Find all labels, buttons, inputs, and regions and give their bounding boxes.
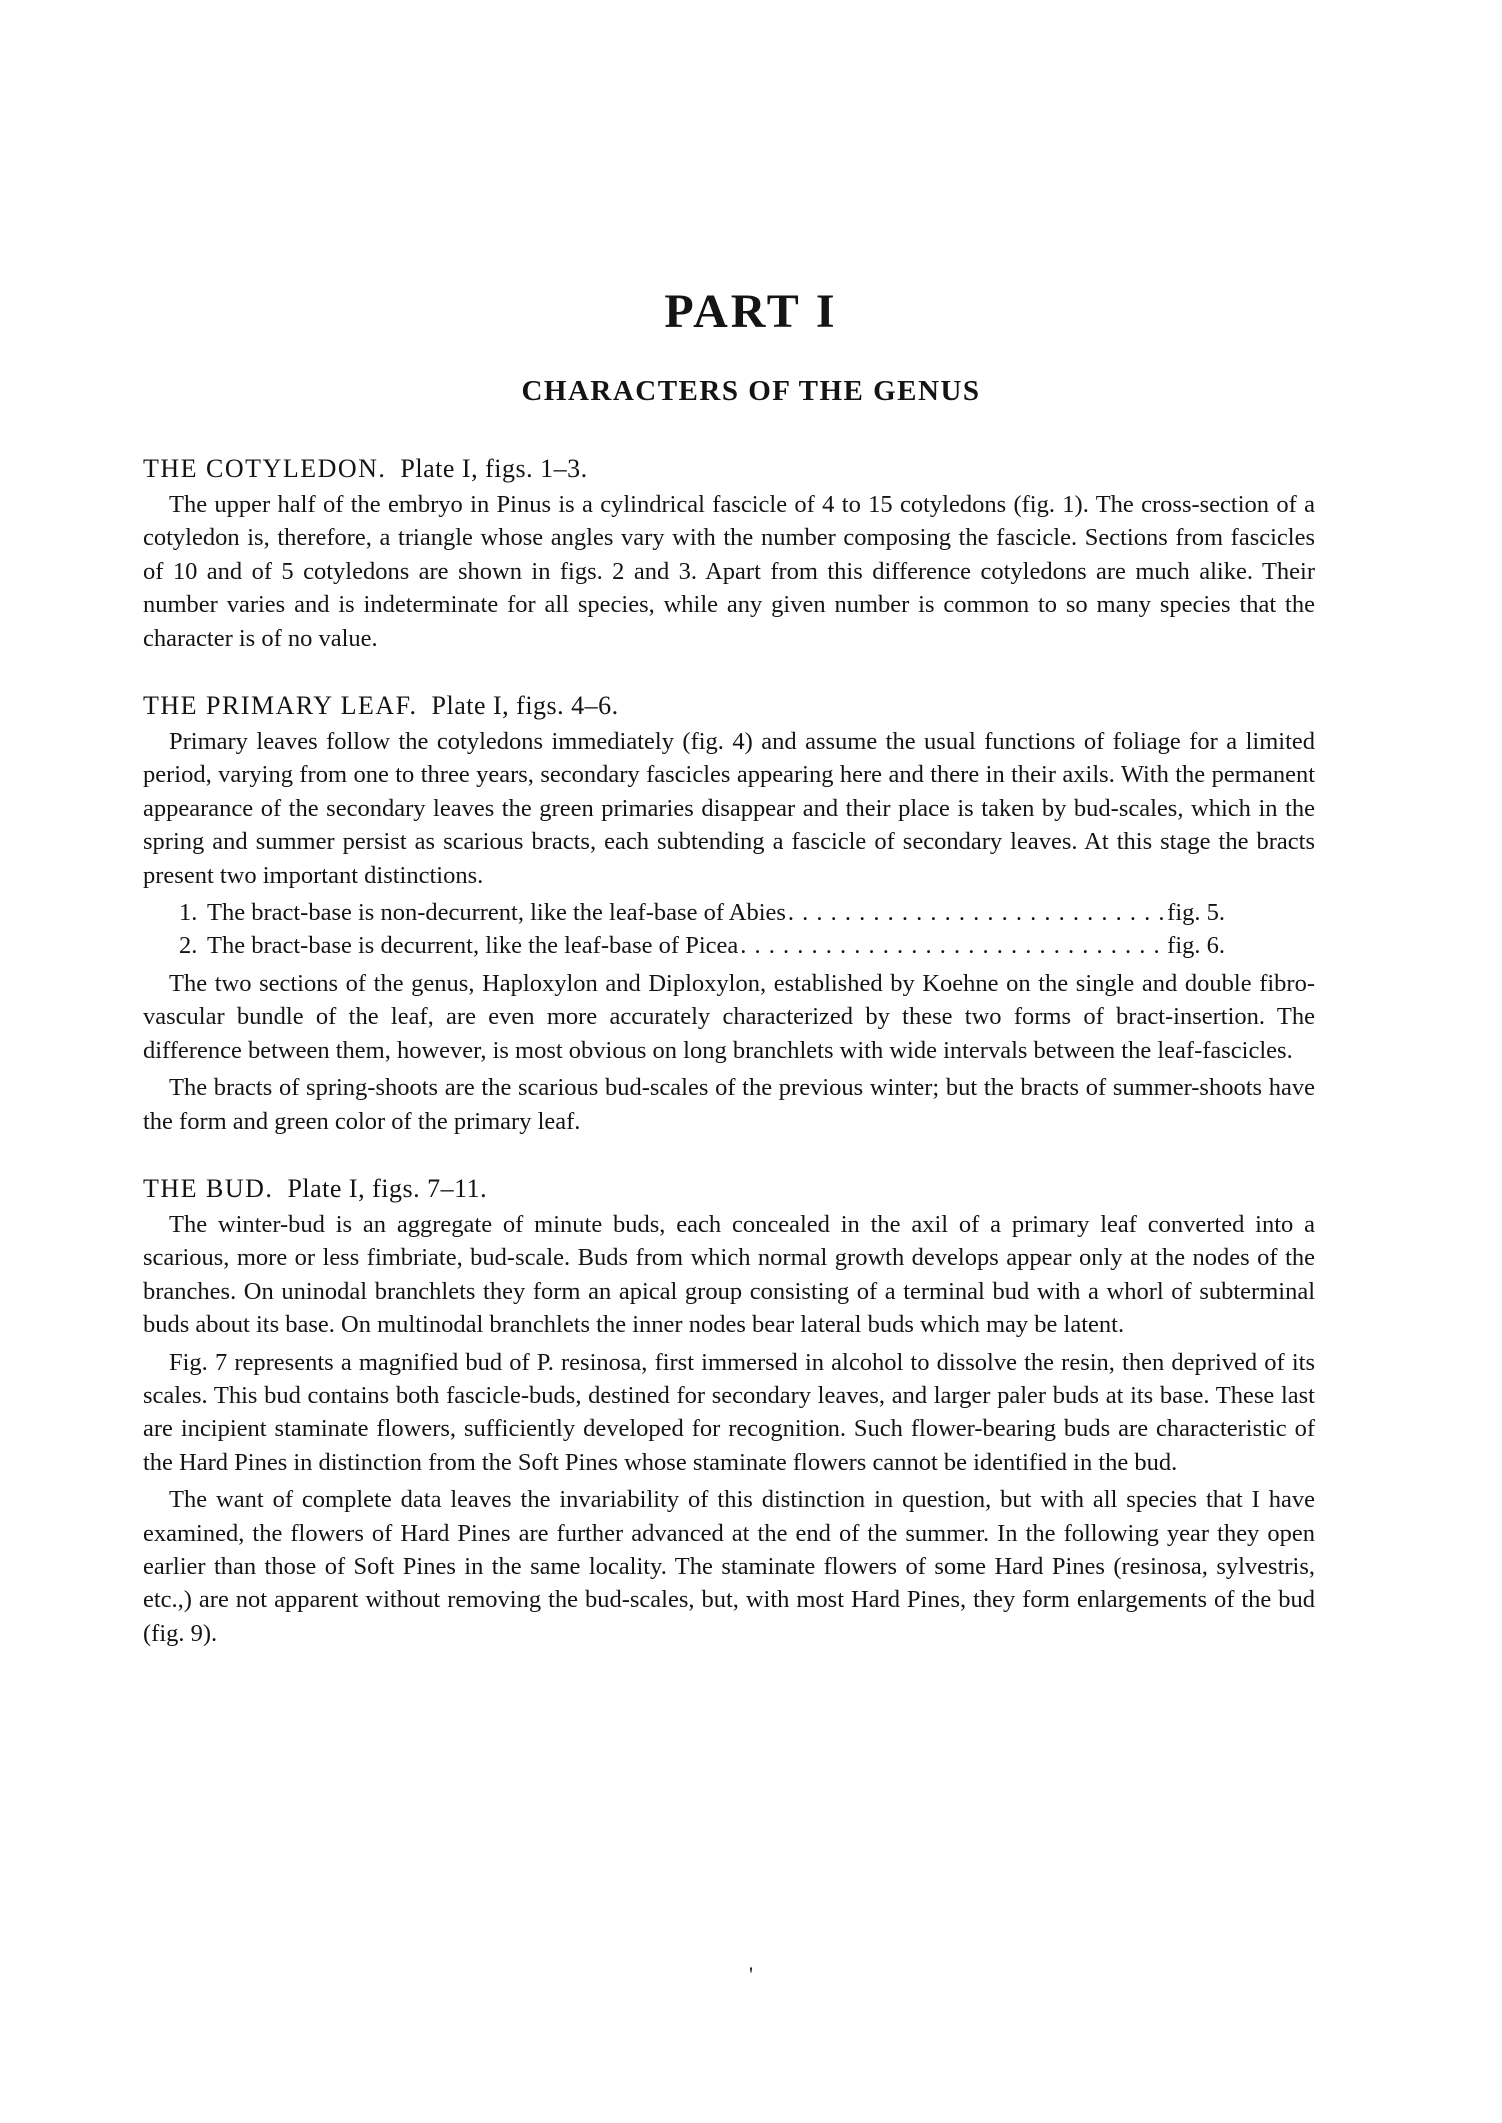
paragraph: The bracts of spring-shoots are the scarious bud-scales of the previous winter; but the bracts of summer-shoots have the form and green color of the primary leaf. (143, 1074, 1315, 1135)
body-text (143, 452, 1315, 1650)
key-item (143, 896, 1315, 929)
key-number: 1. (179, 899, 198, 927)
figure-reference: fig. 5. (1167, 899, 1225, 927)
key-text: The bract-base is decurrent, like the leaf-base of Picea (207, 932, 739, 960)
paragraph: The upper half of the embryo in Pinus is a cylindrical fascicle of 4 to 15 cotyledons (fig. 1). The cross-section of a cotyledon is, therefore, a triangle whose angles vary with the number composing the fascicle. Sections from fascicles of 10 and of 5 cotyledons are shown in figs. 2 and 3. Apart from this difference cotyledons are much alike. Their number varies and is indeterminate for all species, while any given number is common to so many species that the character is of no value. (143, 491, 1315, 652)
section-heading-bud (143, 1172, 1315, 1206)
section-heading-primary-leaf (143, 689, 1315, 723)
plate-reference: Plate I, figs. 1–3. (400, 454, 588, 483)
section-title: THE PRIMARY LEAF. (143, 691, 418, 721)
section-heading-cotyledon (143, 452, 1315, 486)
plate-reference: Plate I, figs. 7–11. (287, 1173, 488, 1203)
leader-dots (740, 929, 1165, 962)
plate-reference: Plate I, figs. 4–6. (431, 691, 619, 721)
key-item (143, 929, 1315, 962)
key-number: 2. (179, 932, 198, 960)
paragraph: Primary leaves follow the cotyledons immediately (fig. 4) and assume the usual functions of foliage for a limited period, varying from one to three years, secondary fascicles appearing here and there in their axils. With the permanent appearance of the secondary leaves the green primaries disappear and their place is taken by bud-scales, which in the spring and summer persist as scarious bracts, each subtending a fascicle of secondary leaves. At this stage the bracts present two important distinctions. (143, 728, 1315, 889)
paragraph: The want of complete data leaves the invariability of this distinction in question, but with all species that I have examined, the flowers of Hard Pines are further advanced at the end of the summer. In the following year they open earlier than those of Soft Pines in the same locality. The staminate flowers of some Hard Pines (resinosa, sylvestris, etc.,) are not apparent without removing the bud-scales, but, with most Hard Pines, they form enlargements of the bud (fig. 9). (143, 1486, 1315, 1647)
paragraph: The two sections of the genus, Haploxylon and Diploxylon, established by Koehne on the single and double fibro-vascular bundle of the leaf, are even more accurately characterized by these two forms of bract-insertion. The difference between them, however, is most obvious on long branchlets with wide intervals between the leaf-fascicles. (143, 969, 1315, 1064)
part-title: PART I (664, 285, 838, 338)
key-text: The bract-base is non-decurrent, like the leaf-base of Abies (207, 899, 786, 927)
paragraph: Fig. 7 represents a magnified bud of P. resinosa, first immersed in alcohol to dissolve the resin, then deprived of its scales. This bud contains both fascicle-buds, destined for secondary leaves, and larger paler buds at its base. These last are incipient staminate flowers, sufficiently developed for recognition. Such flower-bearing buds are characteristic of the Hard Pines in distinction from the Soft Pines whose staminate flowers cannot be identified in the bud. (143, 1348, 1315, 1476)
section-title: THE COTYLEDON. (143, 454, 387, 483)
chapter-subtitle: CHARACTERS OF THE GENUS (521, 375, 981, 407)
page-mark: ' (749, 1962, 753, 1987)
leader-dots (788, 896, 1165, 929)
paragraph: The winter-bud is an aggregate of minute buds, each concealed in the axil of a primary leaf converted into a scarious, more or less fimbriate, bud-scale. Buds from which normal growth develops appear only at the nodes of the branches. On uninodal branchlets they form an apical group consisting of a terminal bud with a whorl of subterminal buds about its base. On multinodal branchlets the inner nodes bear lateral buds which may be latent. (143, 1210, 1315, 1339)
section-title: THE BUD. (143, 1173, 274, 1203)
figure-reference: fig. 6. (1167, 932, 1225, 960)
